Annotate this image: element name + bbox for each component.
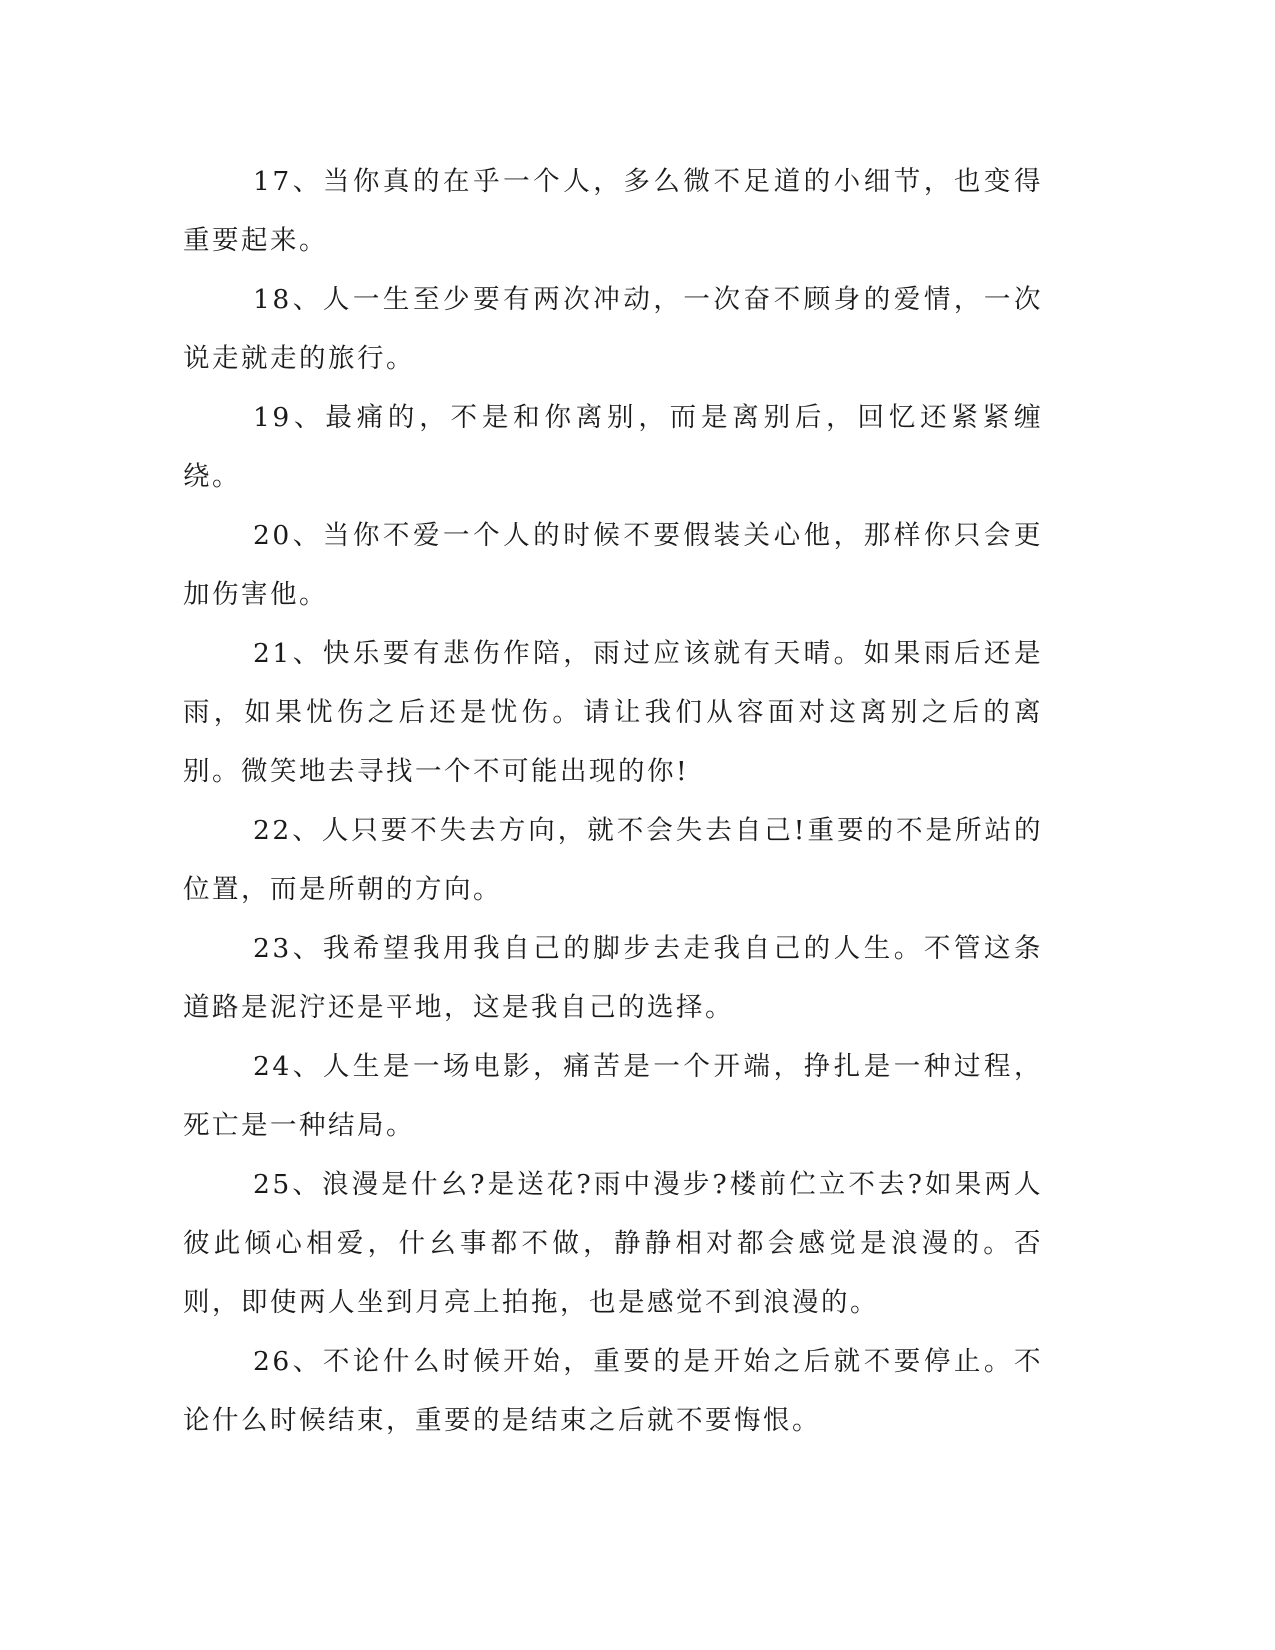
paragraph-22: 22、人只要不失去方向，就不会失去自己!重要的不是所站的位置，而是所朝的方向。	[183, 815, 1043, 905]
paragraph-23: 23、我希望我用我自己的脚步去走我自己的人生。不管这条道路是泥泞还是平地，这是我自己的选择。	[183, 933, 1043, 1023]
paragraph-18: 18、人一生至少要有两次冲动，一次奋不顾身的爱情，一次说走就走的旅行。	[183, 284, 1043, 374]
paragraph-17: 17、当你真的在乎一个人，多么微不足道的小细节，也变得重要起来。	[183, 166, 1043, 256]
paragraph-19: 19、最痛的，不是和你离别，而是离别后，回忆还紧紧缠绕。	[183, 402, 1043, 492]
paragraph-26: 26、不论什么时候开始，重要的是开始之后就不要停止。不论什么时候结束，重要的是结束之后就不要悔恨。	[183, 1346, 1043, 1436]
paragraph-24: 24、人生是一场电影，痛苦是一个开端，挣扎是一种过程，死亡是一种结局。	[183, 1051, 1043, 1141]
paragraph-25: 25、浪漫是什幺?是送花?雨中漫步?楼前伫立不去?如果两人彼此倾心相爱，什幺事都不做，静静相对都会感觉是浪漫的。否则，即使两人坐到月亮上拍拖，也是感觉不到浪漫的。	[183, 1169, 1043, 1318]
document-body	[183, 152, 1043, 1450]
paragraph-21: 21、快乐要有悲伤作陪，雨过应该就有天晴。如果雨后还是雨，如果忧伤之后还是忧伤。请让我们从容面对这离别之后的离别。微笑地去寻找一个不可能出现的你!	[183, 638, 1043, 787]
paragraph-20: 20、当你不爱一个人的时候不要假装关心他，那样你只会更加伤害他。	[183, 520, 1043, 610]
